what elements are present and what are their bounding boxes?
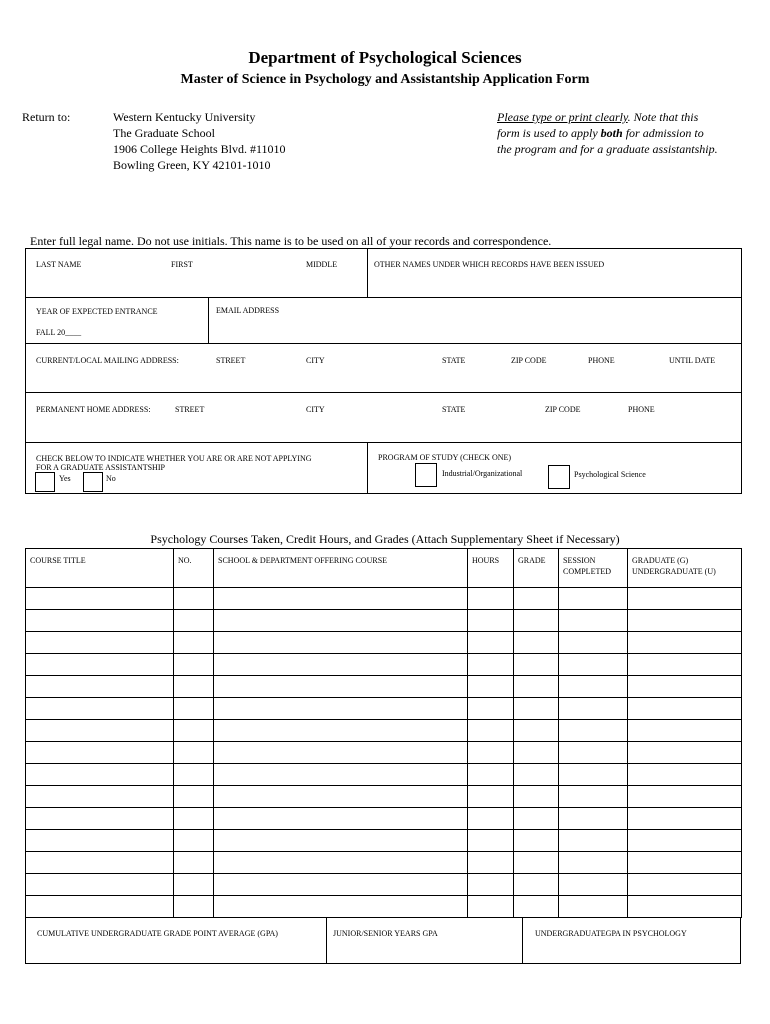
table-cell[interactable] bbox=[214, 742, 468, 764]
row-divider bbox=[25, 297, 742, 298]
table-cell[interactable] bbox=[559, 830, 628, 852]
legal-name-instruction: Enter full legal name. Do not use initials. This name is to be used on all of your records and correspondence. bbox=[30, 234, 552, 248]
col-level bbox=[628, 549, 742, 588]
table-cell[interactable] bbox=[514, 742, 559, 764]
table-cell[interactable] bbox=[559, 764, 628, 786]
table-cell[interactable] bbox=[514, 764, 559, 786]
note-text: the program and for a graduate assistantship. bbox=[497, 142, 718, 156]
table-cell[interactable] bbox=[214, 588, 468, 610]
table-row bbox=[26, 720, 742, 742]
col-session bbox=[559, 549, 628, 588]
table-cell[interactable] bbox=[26, 588, 174, 610]
until-date-field[interactable]: UNTIL DATE bbox=[669, 356, 716, 365]
table-cell[interactable] bbox=[468, 720, 514, 742]
col-school: SCHOOL & DEPARTMENT OFFERING COURSE bbox=[214, 549, 468, 588]
table-cell[interactable] bbox=[559, 874, 628, 896]
current-city-field[interactable]: CITY bbox=[306, 356, 325, 365]
table-cell[interactable] bbox=[174, 610, 214, 632]
table-cell[interactable] bbox=[174, 632, 214, 654]
address-line: 1906 College Heights Blvd. #11010 bbox=[113, 142, 286, 156]
table-cell[interactable] bbox=[214, 654, 468, 676]
table-cell[interactable] bbox=[628, 786, 742, 808]
other-names-field[interactable]: OTHER NAMES UNDER WHICH RECORDS HAVE BEEN ISSUED bbox=[374, 260, 605, 269]
last-name-field[interactable]: LAST NAME bbox=[36, 260, 82, 269]
assistantship-instruction: CHECK BELOW TO INDICATE WHETHER YOU ARE OR ARE NOT APPLYING bbox=[36, 454, 312, 463]
yes-label: Yes bbox=[59, 474, 71, 483]
table-cell[interactable] bbox=[214, 852, 468, 874]
permanent-city-field[interactable]: CITY bbox=[306, 405, 325, 414]
table-cell[interactable] bbox=[514, 632, 559, 654]
table-cell[interactable] bbox=[468, 786, 514, 808]
table-cell[interactable] bbox=[214, 830, 468, 852]
table-cell[interactable] bbox=[514, 698, 559, 720]
table-cell[interactable] bbox=[214, 896, 468, 918]
table-cell[interactable] bbox=[214, 874, 468, 896]
table-cell[interactable] bbox=[628, 852, 742, 874]
table-cell[interactable] bbox=[628, 808, 742, 830]
table-cell[interactable] bbox=[468, 742, 514, 764]
table-cell[interactable] bbox=[174, 896, 214, 918]
table-cell[interactable] bbox=[628, 654, 742, 676]
note-bold: both bbox=[600, 126, 623, 140]
table-row bbox=[26, 852, 742, 874]
table-cell[interactable] bbox=[514, 676, 559, 698]
table-cell[interactable] bbox=[559, 698, 628, 720]
table-cell[interactable] bbox=[174, 852, 214, 874]
table-cell[interactable] bbox=[628, 632, 742, 654]
table-cell[interactable] bbox=[174, 830, 214, 852]
table-cell[interactable] bbox=[514, 654, 559, 676]
table-cell[interactable] bbox=[559, 786, 628, 808]
no-checkbox[interactable] bbox=[83, 472, 103, 492]
table-cell[interactable] bbox=[628, 676, 742, 698]
table-cell[interactable] bbox=[628, 742, 742, 764]
table-cell[interactable] bbox=[174, 764, 214, 786]
table-row bbox=[26, 786, 742, 808]
table-cell[interactable] bbox=[559, 896, 628, 918]
address-line: Bowling Green, KY 42101-1010 bbox=[113, 158, 271, 172]
note-text: . Note that this bbox=[627, 110, 699, 124]
table-cell[interactable] bbox=[514, 896, 559, 918]
table-cell[interactable] bbox=[468, 830, 514, 852]
table-cell[interactable] bbox=[559, 632, 628, 654]
table-cell[interactable] bbox=[174, 874, 214, 896]
address-line: Western Kentucky University bbox=[113, 110, 256, 124]
table-cell[interactable] bbox=[468, 808, 514, 830]
permanent-zip-field[interactable]: ZIP CODE bbox=[545, 405, 581, 414]
courses-heading: Psychology Courses Taken, Credit Hours, and Grades (Attach Supplementary Sheet if Necessary) bbox=[150, 532, 620, 546]
col-course-title: COURSE TITLE bbox=[26, 549, 174, 588]
table-row bbox=[26, 874, 742, 896]
row-divider bbox=[25, 343, 742, 344]
table-cell[interactable] bbox=[559, 808, 628, 830]
address-line: The Graduate School bbox=[113, 126, 215, 140]
program-of-study-label: PROGRAM OF STUDY (CHECK ONE) bbox=[378, 453, 512, 462]
note-text: for admission to bbox=[622, 126, 704, 140]
table-row bbox=[26, 632, 742, 654]
table-cell[interactable] bbox=[559, 588, 628, 610]
table-cell[interactable] bbox=[26, 610, 174, 632]
current-phone-field[interactable]: PHONE bbox=[588, 356, 615, 365]
table-row bbox=[26, 588, 742, 610]
table-cell[interactable] bbox=[468, 874, 514, 896]
first-name-field[interactable]: FIRST bbox=[171, 260, 193, 269]
table-row bbox=[26, 830, 742, 852]
table-cell[interactable] bbox=[468, 610, 514, 632]
table-header-row bbox=[26, 549, 742, 588]
table-cell[interactable] bbox=[214, 808, 468, 830]
year-entrance-field[interactable]: YEAR OF EXPECTED ENTRANCE bbox=[36, 307, 158, 316]
table-cell[interactable] bbox=[628, 830, 742, 852]
table-cell[interactable] bbox=[26, 698, 174, 720]
table-cell[interactable] bbox=[26, 676, 174, 698]
current-address-label: CURRENT/LOCAL MAILING ADDRESS: bbox=[36, 356, 179, 365]
table-cell[interactable] bbox=[214, 764, 468, 786]
middle-name-field[interactable]: MIDDLE bbox=[306, 260, 338, 269]
ps-label: Psychological Science bbox=[574, 470, 646, 479]
permanent-phone-field[interactable]: PHONE bbox=[628, 405, 655, 414]
table-cell[interactable] bbox=[559, 720, 628, 742]
note-underlined: Please type or print clearly bbox=[497, 110, 628, 124]
psych-gpa-field[interactable]: UNDERGRADUATEGPA IN PSYCHOLOGY bbox=[535, 929, 687, 938]
table-row bbox=[26, 742, 742, 764]
junior-senior-gpa-field[interactable]: JUNIOR/SENIOR YEARS GPA bbox=[333, 929, 438, 938]
table-cell[interactable] bbox=[514, 852, 559, 874]
page-title: Department of Psychological Sciences bbox=[248, 48, 522, 67]
col-divider bbox=[522, 917, 523, 964]
table-cell[interactable] bbox=[174, 676, 214, 698]
table-cell[interactable] bbox=[628, 588, 742, 610]
table-cell[interactable] bbox=[514, 874, 559, 896]
table-cell[interactable] bbox=[214, 720, 468, 742]
table-cell[interactable] bbox=[514, 830, 559, 852]
current-state-field[interactable]: STATE bbox=[442, 356, 466, 365]
table-cell[interactable] bbox=[559, 742, 628, 764]
table-cell[interactable] bbox=[26, 808, 174, 830]
row-divider bbox=[25, 392, 742, 393]
table-cell[interactable] bbox=[468, 764, 514, 786]
table-row bbox=[26, 808, 742, 830]
assistantship-instruction: FOR A GRADUATE ASSISTANTSHIP bbox=[36, 463, 165, 472]
table-cell[interactable] bbox=[26, 852, 174, 874]
table-cell[interactable] bbox=[174, 698, 214, 720]
table-cell[interactable] bbox=[468, 698, 514, 720]
table-cell[interactable] bbox=[628, 896, 742, 918]
table-cell[interactable] bbox=[628, 764, 742, 786]
form-subtitle: Master of Science in Psychology and Assistantship Application Form bbox=[180, 72, 590, 87]
table-cell[interactable] bbox=[174, 588, 214, 610]
table-cell[interactable] bbox=[26, 874, 174, 896]
table-row bbox=[26, 896, 742, 918]
table-row bbox=[26, 610, 742, 632]
permanent-state-field[interactable]: STATE bbox=[442, 405, 466, 414]
instructions-note bbox=[497, 109, 747, 157]
col-number: NO. bbox=[174, 549, 214, 588]
table-cell[interactable] bbox=[26, 786, 174, 808]
table-cell[interactable] bbox=[214, 676, 468, 698]
gpa-box bbox=[25, 917, 741, 964]
table-cell[interactable] bbox=[559, 852, 628, 874]
table-cell[interactable] bbox=[26, 720, 174, 742]
col-session-line: COMPLETED bbox=[563, 567, 611, 576]
no-label: No bbox=[106, 474, 116, 483]
table-cell[interactable] bbox=[628, 720, 742, 742]
table-cell[interactable] bbox=[174, 654, 214, 676]
ps-checkbox[interactable] bbox=[548, 465, 570, 489]
table-cell[interactable] bbox=[26, 742, 174, 764]
col-level-line: UNDERGRADUATE (U) bbox=[632, 567, 716, 576]
table-cell[interactable] bbox=[468, 654, 514, 676]
note-text: form is used to apply bbox=[497, 126, 601, 140]
io-label: Industrial/Organizational bbox=[442, 469, 523, 478]
table-cell[interactable] bbox=[559, 654, 628, 676]
table-cell[interactable] bbox=[174, 786, 214, 808]
col-divider bbox=[208, 297, 209, 343]
table-cell[interactable] bbox=[214, 632, 468, 654]
table-cell[interactable] bbox=[26, 764, 174, 786]
table-cell[interactable] bbox=[559, 676, 628, 698]
courses-table bbox=[25, 548, 742, 918]
table-cell[interactable] bbox=[26, 632, 174, 654]
table-cell[interactable] bbox=[468, 676, 514, 698]
table-cell[interactable] bbox=[514, 610, 559, 632]
table-cell[interactable] bbox=[26, 654, 174, 676]
table-cell[interactable] bbox=[468, 896, 514, 918]
table-cell[interactable] bbox=[628, 610, 742, 632]
col-session-line: SESSION bbox=[563, 556, 596, 565]
col-divider bbox=[326, 917, 327, 964]
table-cell[interactable] bbox=[628, 698, 742, 720]
table-cell[interactable] bbox=[468, 632, 514, 654]
table-cell[interactable] bbox=[514, 808, 559, 830]
table-cell[interactable] bbox=[628, 874, 742, 896]
fall-year-field[interactable]: FALL 20____ bbox=[36, 328, 82, 337]
table-row bbox=[26, 654, 742, 676]
col-grade: GRADE bbox=[514, 549, 559, 588]
table-cell[interactable] bbox=[214, 698, 468, 720]
table-cell[interactable] bbox=[514, 588, 559, 610]
current-zip-field[interactable]: ZIP CODE bbox=[511, 356, 547, 365]
row-divider bbox=[25, 442, 742, 443]
yes-checkbox[interactable] bbox=[35, 472, 55, 492]
current-street-field[interactable]: STREET bbox=[216, 356, 246, 365]
table-cell[interactable] bbox=[468, 588, 514, 610]
table-cell[interactable] bbox=[559, 610, 628, 632]
permanent-street-field[interactable]: STREET bbox=[175, 405, 205, 414]
table-cell[interactable] bbox=[514, 786, 559, 808]
col-hours: HOURS bbox=[468, 549, 514, 588]
col-level-line: GRADUATE (G) bbox=[632, 556, 689, 565]
cumulative-gpa-field[interactable]: CUMULATIVE UNDERGRADUATE GRADE POINT AVERAGE (GPA) bbox=[37, 929, 278, 938]
table-row bbox=[26, 676, 742, 698]
email-field[interactable]: EMAIL ADDRESS bbox=[216, 306, 280, 315]
table-cell[interactable] bbox=[214, 786, 468, 808]
return-to-label: Return to: bbox=[22, 110, 71, 124]
table-cell[interactable] bbox=[26, 830, 174, 852]
table-cell[interactable] bbox=[514, 720, 559, 742]
table-cell[interactable] bbox=[26, 896, 174, 918]
table-row bbox=[26, 764, 742, 786]
table-cell[interactable] bbox=[468, 852, 514, 874]
table-cell[interactable] bbox=[174, 808, 214, 830]
permanent-address-label: PERMANENT HOME ADDRESS: bbox=[36, 405, 151, 414]
table-cell[interactable] bbox=[214, 610, 468, 632]
io-checkbox[interactable] bbox=[415, 463, 437, 487]
return-address bbox=[113, 109, 286, 173]
table-row bbox=[26, 698, 742, 720]
table-cell[interactable] bbox=[174, 742, 214, 764]
table-cell[interactable] bbox=[174, 720, 214, 742]
col-divider bbox=[367, 442, 368, 494]
col-divider bbox=[367, 248, 368, 298]
